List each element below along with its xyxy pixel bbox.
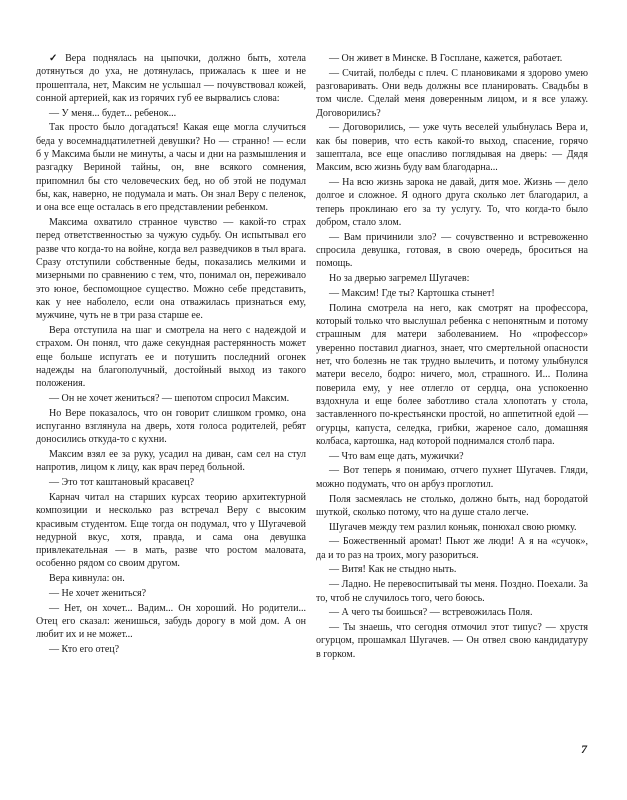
paragraph: Вера отступила на шаг и смотрела на него с надеждой и страхом. Он понял, что даже секундная растерянность может еще больше испугать ее и потушить последний огонек надежды на благополучный, достойный выход из такого положения. [36, 324, 306, 390]
paragraph: — Нет, он хочет... Вадим... Он хороший. Но родители... Отец его сказал: женишься, забудь дорогу в мой дом. А он любит их и не может... [36, 602, 306, 641]
paragraph: — Ладно. Не перевоспитывай ты меня. Поздно. Поехали. За то, чтоб не случилось того, чего боюсь. [316, 579, 588, 604]
paragraph: Поля засмеялась не столько, должно быть, над бородатой шуткой, сколько потому, что на душе стало легче. [316, 493, 588, 518]
paragraph: — Договорились, — уже чуть веселей улыбнулась Вера и, как бы поверив, что есть какой-то выход, спасение, горячо зашептала, все еще опасливо поглядывая на дверь: — Дядя Максим, всю жизнь буду вам благодарна... [316, 122, 588, 174]
paragraph: Шугачев между тем разлил коньяк, понюхал свою рюмку. [329, 521, 577, 533]
paragraph: Максим взял ее за руку, усадил на диван, сам сел на стул напротив, лицом к лицу, как врач перед больной. [36, 449, 306, 474]
paragraph: — Он не хочет жениться? — шепотом спросил Максим. [49, 392, 290, 404]
paragraph: — Что вам еще дать, мужички? [329, 450, 464, 462]
paragraph: Но Вере показалось, что он говорит слишком громко, она испуганно взглянула на дверь, хотя голоса родителей, ребят доносились откуда-то с кухни. [36, 407, 306, 446]
right-column [316, 52, 588, 663]
paragraph: — Вам причинили зло? — сочувственно и встревоженно спросила девушка, готовая, в свою очередь, броситься на помощь. [316, 231, 588, 270]
paragraph: — У меня... будет... ребенок... [49, 107, 177, 119]
paragraph: Так просто было догадаться! Какая еще могла случиться беда у восемнадцатилетней девушки? Но — странно! — если б у Максима были не минуты, а часы и дни на размышления и разгадку Вериной тайны, он, вне всякого сомнения, припомнил бы сто человеческих бед, но об этой не подумал бы, как, наверно, не подумала и мать. Он знал Веру с пеленок, и она все еще осталась в его представлении ребенком. [36, 122, 306, 214]
paragraph: — А чего ты боишься? — встревожилась Поля. [329, 607, 533, 619]
paragraph: — На всю жизнь зарока не давай, дитя мое. Жизнь — дело долгое и сложное. Я одного друга сколько лет благодарил, а теперь проклинаю его за ту услугу. То, что когда-то было добром, стало злом. [316, 177, 588, 229]
margin-mark: ✓ [49, 53, 63, 64]
paragraph: — Не хочет жениться? [49, 588, 147, 600]
paragraph: Полина смотрела на него, как смотрят на профессора, который только что выслушал ребенка с непонятным и потому страшным для матери заболеванием. Но «профессор» уверенно поставил диагноз, знает, что смертельной опасности нет, что болезнь не так трудно вылечить, и потому улыбнулся матери весело, бодро: ничего, мол, страшного. И... Полина поверила ему, у нее отлегло от сердца, она успокоенно вздохнула и еще более заботливо стала хлопотать у стола, заставленного по-крестьянски простой, но аппетитной едой — огурцы, капуста, селедка, грибки, жареное сало, домашняя колбаса, картошка, над которой поднимался столб пара. [316, 302, 588, 447]
paragraph: — Максим! Где ты? Картошка стынет! [329, 288, 495, 300]
paragraph: — Божественный аромат! Пьют же люди! А я на «сучок», да и то раз на троих, могу разориться. [316, 536, 588, 561]
paragraph: — Кто его отец? [49, 644, 120, 656]
paragraph: — Вот теперь я понимаю, отчего пухнет Шугачев. Гляди, можно подумать, что он арбуз проглотил. [316, 465, 588, 490]
paragraph: Вера кивнула: он. [49, 573, 125, 585]
paragraph: Но за дверью загремел Шугачев: [329, 273, 470, 285]
paragraph: — Витя! Как не стыдно ныть. [329, 564, 457, 576]
left-column [36, 52, 306, 658]
paragraph: — Ты знаешь, что сегодня отмочил этот типус? — хрустя огурцом, прошамкал Шугачев. — Он отвел свою кандидатуру в горком. [316, 622, 588, 660]
paragraph: — Он живет в Минске. В Госплане, кажется, работает. [329, 53, 563, 64]
paragraph: — Это тот каштановый красавец? [49, 477, 195, 489]
paragraph: ✓ Вера поднялась на цыпочки, должно быть, хотела дотянуться до уха, не дотянулась, прижалась к шее и не прошептала, нет, Максим не услышал — почувствовал кожей, сонной артерией, как из горячих губ ее вырвались слова: [36, 53, 307, 104]
page-number: 7 [581, 742, 587, 756]
paragraph: — Считай, полбеды с плеч. С плановиками я здорово умею разговаривать. Они ведь должны все планировать. Свадьбы в том числе. Сделай меня доверенным лицом, и я все улажу. Договорились? [316, 67, 588, 119]
paragraph: Карнач читал на старших курсах теорию архитектурной композиции и несколько раз встречал Веру с высоким красивым студентом. Еще тогда он подумал, что у Шугачевой недурной вкус, хотя, правда, и сама она девушка привлекательная — в мать, разве что ростом маловата, особенно рядом со своим другом. [36, 492, 306, 570]
paragraph: Максима охватило странное чувство — какой-то страх перед ответственностью за чужую судьбу. Он испытывал его разве что когда-то на войне, когда вел разведчиков в тыл врага. Сразу отступили собственные беды, показались мелкими и мизерными по сравнению с тем, что, понимал он, переживало это юное, беспомощное существо. Можно себе представить, как у нее наболело, если она отважилась признаться ему, мужчине, чуть не в три раза старше ее. [36, 217, 306, 322]
